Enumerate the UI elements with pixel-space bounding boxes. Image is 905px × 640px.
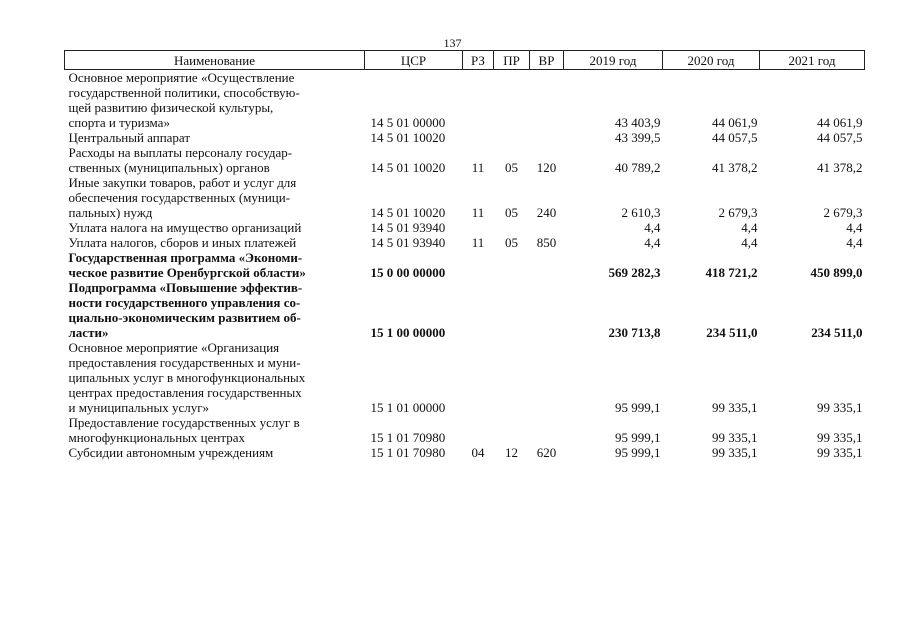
cell-csr: 14 5 01 10020 bbox=[370, 130, 446, 145]
cell-pr: 05 bbox=[505, 160, 518, 175]
cell-rz bbox=[463, 130, 494, 145]
cell-name bbox=[65, 415, 365, 445]
cell-name bbox=[65, 250, 365, 280]
cell-pr bbox=[494, 220, 530, 235]
cell-csr: 15 1 01 00000 bbox=[370, 400, 446, 415]
cell-name-line: предоставления государственных и муни- bbox=[68, 355, 301, 370]
cell-name-line: и муниципальных услуг» bbox=[68, 400, 210, 415]
cell-name-line: циально-экономическим развитием об- bbox=[68, 310, 301, 325]
col-header-2021: 2021 год bbox=[760, 51, 865, 70]
cell-rz bbox=[463, 280, 494, 340]
cell-name-line: щей развитию физической культуры, bbox=[68, 100, 274, 115]
col-header-vr: ВР bbox=[530, 51, 564, 70]
cell-rz bbox=[463, 70, 494, 131]
cell-2021: 4,4 bbox=[846, 220, 863, 235]
cell-name-line: Основное мероприятие «Осуществление bbox=[68, 70, 295, 85]
cell-name-line: ческое развитие Оренбургской области» bbox=[68, 265, 306, 280]
cell-2020: 44 057,5 bbox=[712, 130, 758, 145]
cell-vr: 120 bbox=[536, 160, 557, 175]
cell-vr: 620 bbox=[536, 445, 557, 460]
cell-csr: 15 0 00 00000 bbox=[370, 265, 446, 280]
cell-2019: 569 282,3 bbox=[608, 265, 661, 280]
cell-name-line: Подпрограмма «Повышение эффектив- bbox=[68, 280, 303, 295]
cell-pr bbox=[494, 130, 530, 145]
cell-name-line: Основное мероприятие «Организация bbox=[68, 340, 280, 355]
cell-vr: 850 bbox=[536, 235, 557, 250]
cell-name-line: государственной политики, способствую- bbox=[68, 85, 300, 100]
cell-name-line: Субсидии автономным учреждениям bbox=[68, 445, 274, 460]
table-row bbox=[65, 145, 865, 175]
cell-name bbox=[65, 445, 365, 460]
cell-2019: 43 403,9 bbox=[615, 115, 661, 130]
cell-name bbox=[65, 175, 365, 220]
cell-2019: 4,4 bbox=[644, 220, 661, 235]
cell-2019: 4,4 bbox=[644, 235, 661, 250]
cell-2019: 95 999,1 bbox=[615, 400, 661, 415]
cell-2020: 99 335,1 bbox=[712, 400, 758, 415]
table-body bbox=[65, 70, 865, 461]
col-header-pr: ПР bbox=[494, 51, 530, 70]
cell-name bbox=[65, 340, 365, 415]
col-header-name: Наименование bbox=[65, 51, 365, 70]
cell-2019: 230 713,8 bbox=[608, 325, 661, 340]
cell-pr bbox=[494, 280, 530, 340]
cell-csr: 14 5 01 93940 bbox=[370, 235, 446, 250]
cell-csr: 15 1 01 70980 bbox=[370, 445, 446, 460]
cell-vr bbox=[530, 220, 564, 235]
table-row bbox=[65, 130, 865, 145]
cell-name bbox=[65, 235, 365, 250]
cell-vr bbox=[530, 340, 564, 415]
cell-rz: 11 bbox=[471, 205, 485, 220]
cell-rz bbox=[463, 250, 494, 280]
cell-pr bbox=[494, 250, 530, 280]
col-header-2020: 2020 год bbox=[663, 51, 760, 70]
cell-name bbox=[65, 280, 365, 340]
cell-name bbox=[65, 130, 365, 145]
cell-csr: 14 5 01 10020 bbox=[370, 205, 446, 220]
cell-csr: 14 5 01 93940 bbox=[370, 220, 446, 235]
cell-rz: 11 bbox=[471, 235, 485, 250]
cell-2020: 41 378,2 bbox=[712, 160, 758, 175]
col-header-2019: 2019 год bbox=[564, 51, 663, 70]
cell-pr bbox=[494, 70, 530, 131]
cell-rz bbox=[463, 415, 494, 445]
cell-2020: 99 335,1 bbox=[712, 445, 758, 460]
cell-2021: 44 061,9 bbox=[817, 115, 863, 130]
cell-2020: 2 679,3 bbox=[718, 205, 758, 220]
col-header-csr: ЦСР bbox=[365, 51, 463, 70]
cell-2019: 95 999,1 bbox=[615, 430, 661, 445]
page-number: 137 bbox=[443, 36, 462, 50]
cell-pr: 12 bbox=[505, 445, 518, 460]
cell-vr bbox=[530, 130, 564, 145]
cell-2021: 99 335,1 bbox=[817, 430, 863, 445]
table-header-row bbox=[65, 51, 865, 70]
table-row bbox=[65, 235, 865, 250]
cell-vr bbox=[530, 415, 564, 445]
cell-2020: 99 335,1 bbox=[712, 430, 758, 445]
cell-csr: 15 1 01 70980 bbox=[370, 430, 446, 445]
cell-name bbox=[65, 220, 365, 235]
cell-vr bbox=[530, 250, 564, 280]
cell-2020: 4,4 bbox=[741, 235, 758, 250]
cell-pr: 05 bbox=[505, 235, 518, 250]
cell-name-line: центрах предоставления государственных bbox=[68, 385, 302, 400]
cell-pr: 05 bbox=[505, 205, 518, 220]
table-row bbox=[65, 220, 865, 235]
cell-name-line: ласти» bbox=[68, 325, 109, 340]
cell-rz: 04 bbox=[471, 445, 485, 460]
cell-2021: 41 378,2 bbox=[817, 160, 863, 175]
cell-name-line: Центральный аппарат bbox=[68, 130, 191, 145]
cell-name-line: обеспечения государственных (муници- bbox=[68, 190, 291, 205]
cell-name-line: Предоставление государственных услуг в bbox=[68, 415, 300, 430]
cell-2021: 44 057,5 bbox=[817, 130, 863, 145]
cell-2019: 2 610,3 bbox=[621, 205, 661, 220]
cell-2019: 40 789,2 bbox=[615, 160, 661, 175]
cell-csr: 14 5 01 10020 bbox=[370, 160, 446, 175]
cell-pr bbox=[494, 415, 530, 445]
cell-2021: 99 335,1 bbox=[817, 400, 863, 415]
cell-2020: 234 511,0 bbox=[706, 325, 758, 340]
cell-2021: 234 511,0 bbox=[811, 325, 863, 340]
cell-2021: 4,4 bbox=[846, 235, 863, 250]
budget-table bbox=[64, 50, 865, 460]
cell-vr bbox=[530, 70, 564, 131]
cell-name-line: спорта и туризма» bbox=[68, 115, 170, 130]
col-header-rz: РЗ bbox=[463, 51, 494, 70]
cell-vr: 240 bbox=[536, 205, 557, 220]
cell-name-line: Уплата налога на имущество организаций bbox=[68, 220, 302, 235]
cell-name-line: ности государственного управления со- bbox=[68, 295, 301, 310]
cell-name-line: Уплата налогов, сборов и иных платежей bbox=[68, 235, 297, 250]
cell-2020: 4,4 bbox=[741, 220, 758, 235]
table-row bbox=[65, 250, 865, 280]
cell-csr: 14 5 01 00000 bbox=[370, 115, 446, 130]
table-row bbox=[65, 70, 865, 131]
cell-name-line: пальных) нужд bbox=[68, 205, 153, 220]
cell-rz bbox=[463, 220, 494, 235]
cell-name-line: Государственная программа «Экономи- bbox=[68, 250, 303, 265]
cell-2019: 43 399,5 bbox=[615, 130, 661, 145]
cell-2019: 95 999,1 bbox=[615, 445, 661, 460]
cell-2021: 450 899,0 bbox=[810, 265, 863, 280]
cell-pr bbox=[494, 340, 530, 415]
table-row bbox=[65, 175, 865, 220]
table-row bbox=[65, 415, 865, 445]
cell-name-line: ственных (муниципальных) органов bbox=[68, 160, 270, 175]
cell-name-line: многофункциональных центрах bbox=[68, 430, 245, 445]
cell-2021: 99 335,1 bbox=[817, 445, 863, 460]
cell-csr: 15 1 00 00000 bbox=[370, 325, 446, 340]
cell-name bbox=[65, 145, 365, 175]
cell-name-line: Иные закупки товаров, работ и услуг для bbox=[68, 175, 297, 190]
cell-rz: 11 bbox=[471, 160, 485, 175]
cell-name-line: Расходы на выплаты персоналу государ- bbox=[68, 145, 293, 160]
cell-2021: 2 679,3 bbox=[823, 205, 863, 220]
cell-name bbox=[65, 70, 365, 131]
cell-vr bbox=[530, 280, 564, 340]
table-row bbox=[65, 445, 865, 460]
cell-name-line: ципальных услуг в многофункциональных bbox=[68, 370, 306, 385]
table-row bbox=[65, 280, 865, 340]
cell-2020: 44 061,9 bbox=[712, 115, 758, 130]
table-row bbox=[65, 340, 865, 415]
cell-2020: 418 721,2 bbox=[705, 265, 758, 280]
cell-rz bbox=[463, 340, 494, 415]
